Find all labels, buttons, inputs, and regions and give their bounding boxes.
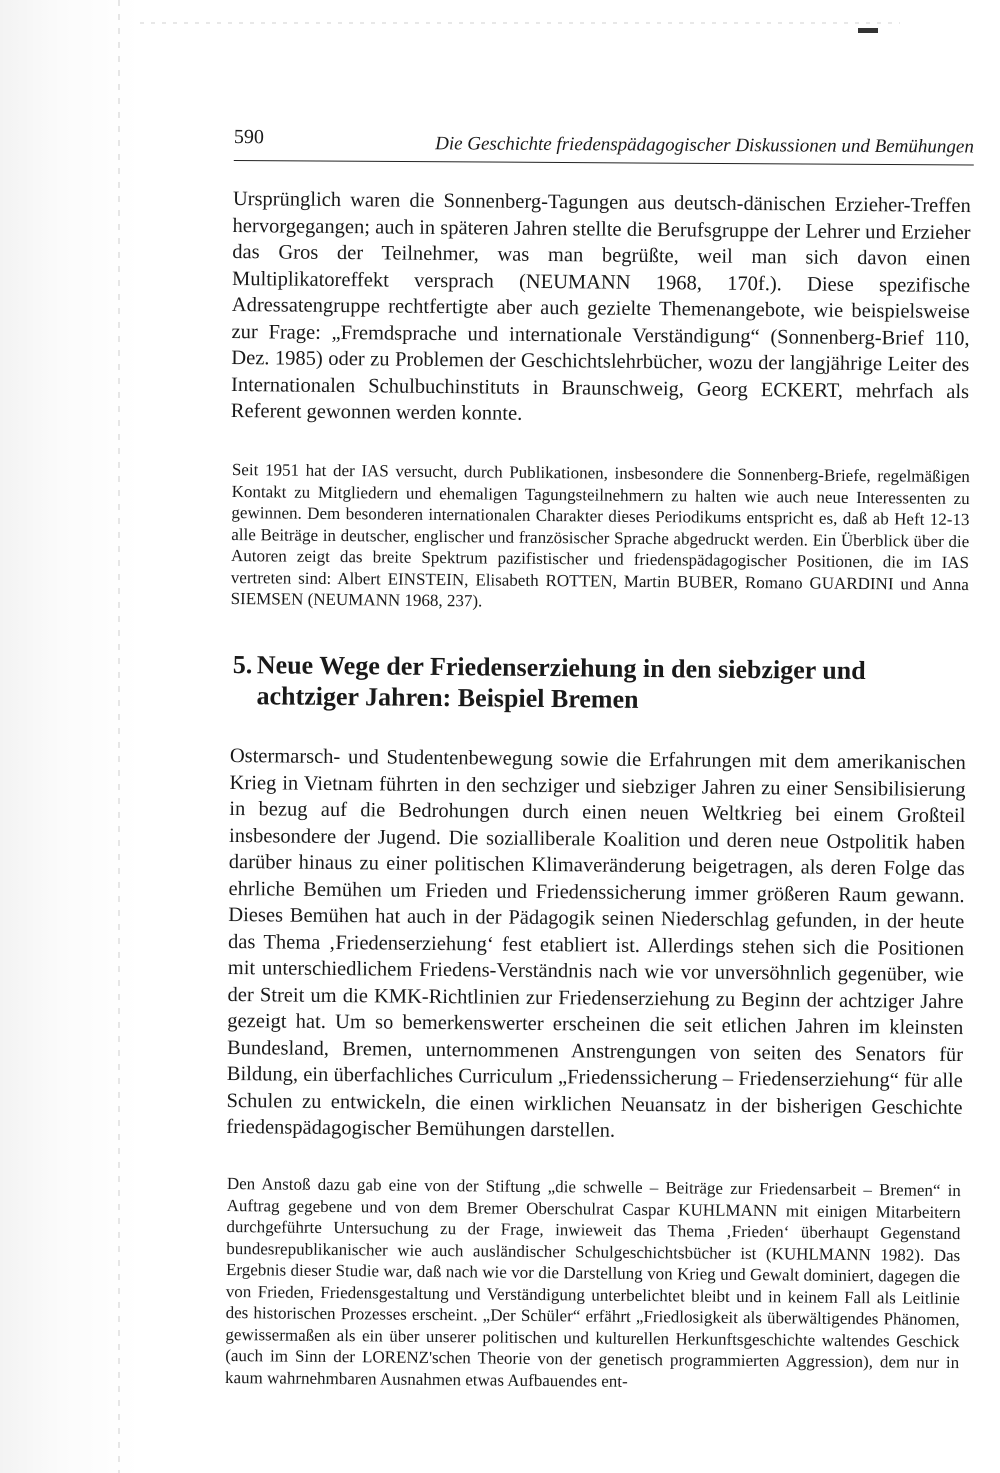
- section-heading-text: [232, 649, 883, 717]
- scan-top-noise: [140, 22, 900, 24]
- paragraph-text: Ursprünglich waren die Sonnenberg-Tagungen aus deutsch-dänischen Erzieher-Treffen hervorgegangen; auch in späteren Jahren stellte die Berufsgruppe der Lehrer und Erzieher das Gros der Teilnehmer, was man begrüßte, weil man sich davon einen Multiplikatoreffekt versprach (NEUMANN 1968, 170f.). Diese spezifische Adressatengruppe rechtfertigte aber auch gezielte Themenangebote, wie beispielsweise zur Frage: „Fremdsprache und internationale Verständigung“ (Sonnenberg-Brief 110, Dez. 1985) oder zu Problemen der Geschichtslehrbücher, wozu der langjährige Leiter des Internationalen Schulbuchinstituts in Braunschweig, Georg ECKERT, mehrfach als Referent gewonnen werden konnte.: [230, 187, 971, 425]
- scan-gutter-shadow: [118, 0, 120, 1473]
- paragraph-friedenserziehung: [226, 743, 966, 1148]
- footnote-text: Seit 1951 hat der IAS versucht, durch Publikationen, insbesondere die Sonnenberg-Briefe, regelmäßigen Kontakt zu Mitgliedern und ehemaligen Tagungsteilnehmern zu halten wie auch neue Interessenten zu gewinnen. Dem besonderen internationalen Charakter dieses Periodikums entspricht es, daß ab Heft 12-13 alle Beiträge in deutscher, englischer und französischer Sprache abgedruckt werden. Ein Überblick über die Autoren zeigt das breite Spektrum pazifistischer und friedenspädagogischer Positionen, die im IAS vertreten sind: Albert EINSTEIN, Elisabeth ROTTEN, Martin BUBER, Romano GUARDINI und Anna SIEMSEN (NEUMANN 1968, 237).: [230, 459, 970, 611]
- running-title: Die Geschichte friedenspädagogischer Diskussionen und Bemühungen: [435, 133, 974, 158]
- footnote-ias-publications: [231, 459, 970, 617]
- section-heading: [232, 649, 883, 717]
- paragraph-text: Ostermarsch- und Studentenbewegung sowie die Erfahrungen mit dem amerikanischen Krieg in Vietnam führten in den sechziger und siebziger Jahren zu einer Sensibilisierung in bezug auf die Bedrohungen durch einen neuen Weltkrieg bei einem Großteil insbesondere der Jugend. Die sozialliberale Koalition und deren neue Ostpolitik haben darüber hinaus zu einer politischen Klimaveränderung beigetragen, als deren Folge das ehrliche Bemühen um Frieden und Friedenssicherung immer größeren Raum gewann. Dieses Bemühen hat auch in der Pädagogik seinen Niederschlag gefunden, in der heute das Thema ‚Friedenserziehung‘ fest etabliert ist. Allerdings stehen sich die Positionen mit unterschiedlichem Friedens-Verständnis nach wie vor unversöhnlich gegenüber, wie der Streit um die KMK-Richtlinien zur Friedenserziehung zu Beginn der achtziger Jahre gezeigt hat. Um so bemerkenswerter erscheinen die seit etlichen Jahren im kleinsten Bundesland, Bremen, unternommenen Anstrengungen von seiten des Senators für Bildung, ein überfachliches Curriculum „Friedenssicherung – Friedenserziehung“ für alle Schulen zu entwickeln, die einen wirklichen Neuansatz in der bisherigen Geschichte friedenspädagogischer Bemühungen darstellen.: [226, 744, 966, 1142]
- section-number: 5.: [232, 649, 253, 680]
- paragraph-sonnenberg: [231, 186, 971, 432]
- footnote-text: Den Anstoß dazu gab eine von der Stiftung „die schwelle – Beiträge zur Friedensarbeit – Bremen“ in Auftrag gegebene und von dem Bremer Oberschulrat Caspar KUHLMANN mit einigen Mitarbeitern durchgeführte Untersuchung zu der Frage, inwieweit das Thema ‚Frieden‘ überhaupt Gegenstand bundesrepublikanischer wie auch ausländischer Schulgeschichtsbücher ist (KUHLMANN 1982). Das Ergebnis dieser Studie war, daß nach wie vor die Darstellung von Krieg und Gewalt dominiert, dagegen die von Frieden, Friedensgestaltung und Verständigung unterbelichtet bleibt und in keinem Fall als Leitlinie des historischen Prozesses erscheint. „Der Schüler“ erfährt „Friedlosigkeit als überwältigendes Phänomen, gewissermaßen als ein über unserer politischen und kulturellen Herkunftsgeschichte waltendes Geschick (auch im Sinn der LORENZ'schen Theorie von der genetisch programmierten Aggression), dem nur in kaum wahrnehmbaren Ausnahmen etwas Aufbauendes ent-: [224, 1174, 961, 1391]
- scan-mark: [858, 28, 878, 33]
- page-number: 590: [233, 126, 264, 149]
- section-title: Neue Wege der Friedenserziehung in den siebziger und achtziger Jahren: Beispiel Bremen: [256, 650, 866, 714]
- page-header: [234, 126, 974, 166]
- footnote-kuhlmann-study: [225, 1173, 961, 1395]
